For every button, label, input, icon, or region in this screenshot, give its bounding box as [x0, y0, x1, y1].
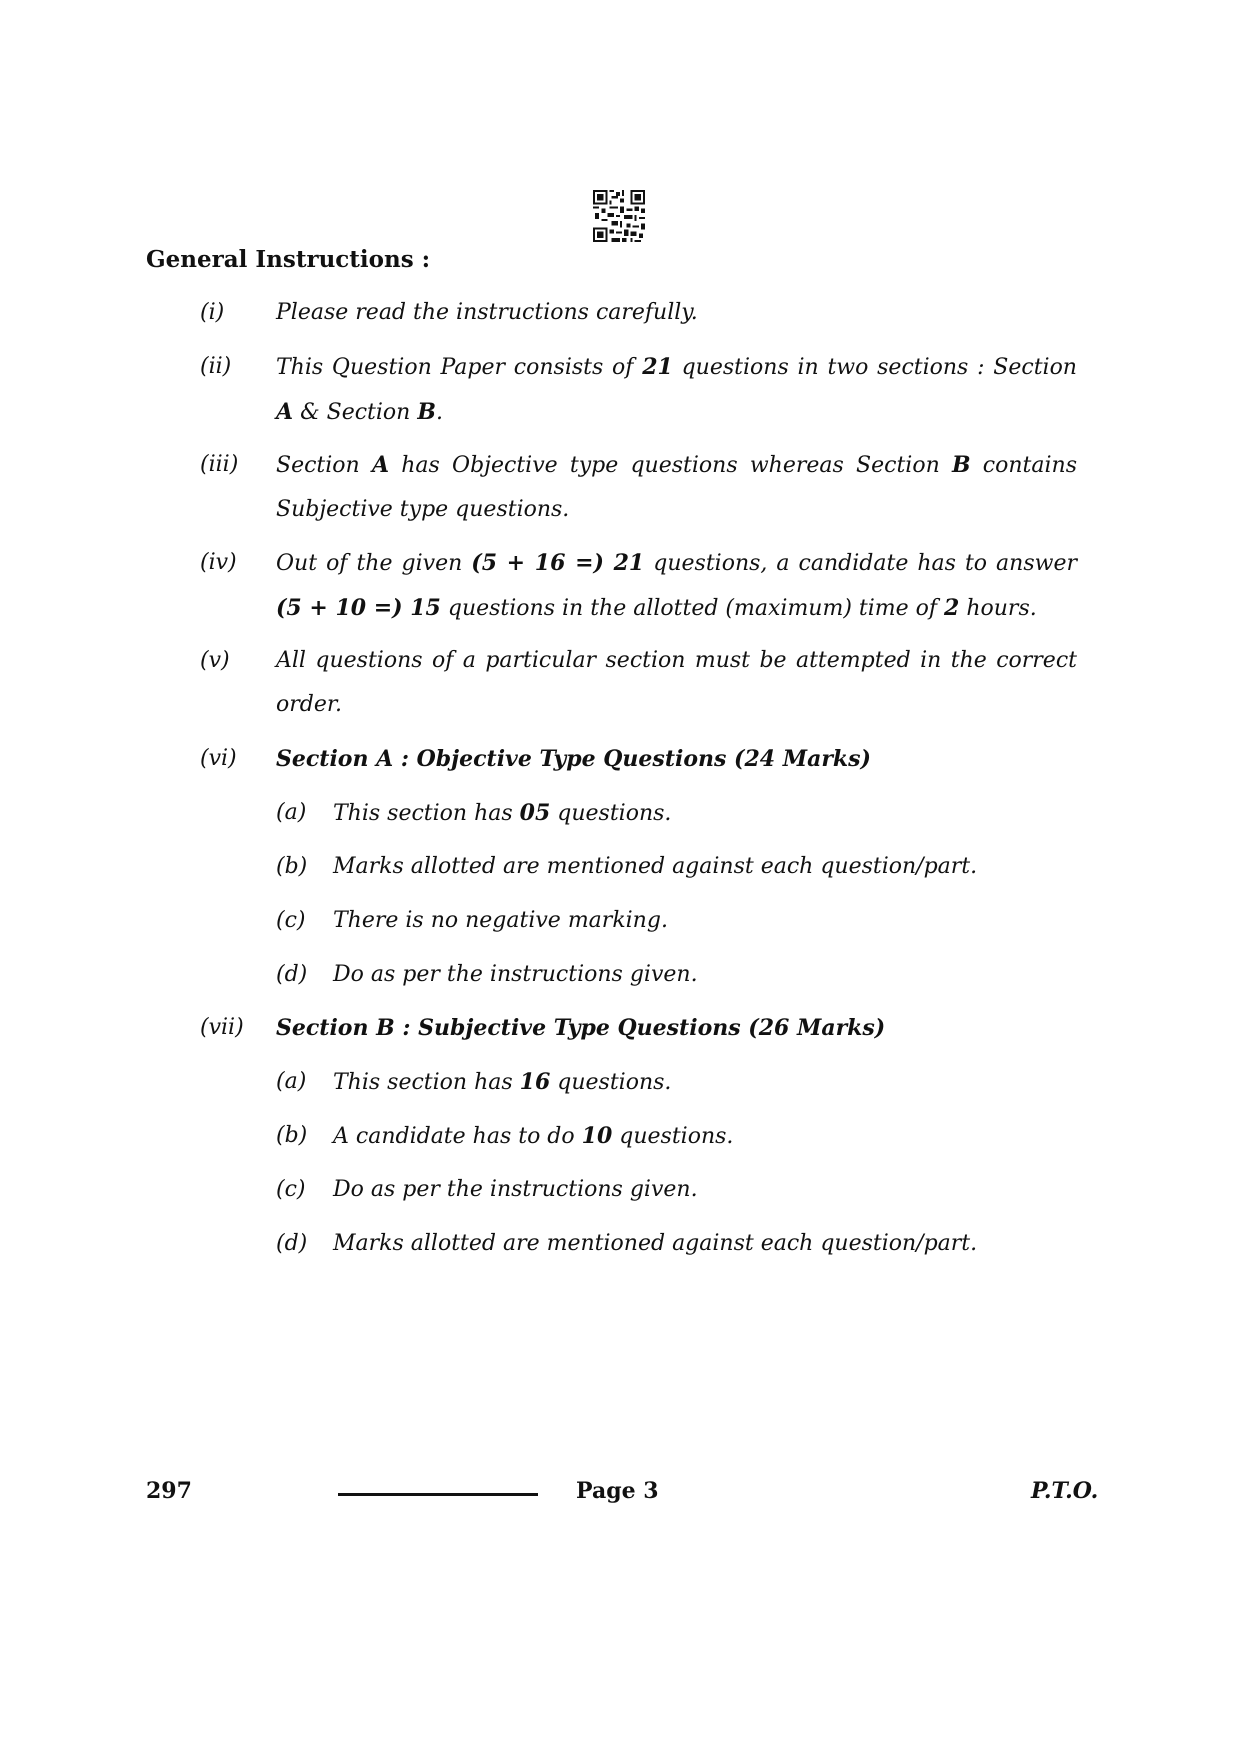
item-number: (iii) [200, 452, 239, 477]
sub-item-number: (d) [276, 1231, 308, 1256]
item-text: Section A has Objective type questions whereas Section B contains Subjective type questions. [276, 452, 1077, 522]
item-text: Out of the given (5 + 16 =) 21 questions, a candidate has to answer (5 + 10 =) 15 questions in the allotted (maximum) time of 2 hours. [276, 550, 1077, 621]
item-number: (ii) [200, 354, 232, 379]
sub-item-text: There is no negative marking. [333, 908, 668, 933]
sub-item-text: This section has 16 questions. [333, 1069, 672, 1095]
sub-item-text: Do as per the instructions given. [333, 962, 698, 987]
item-number: (vii) [200, 1015, 244, 1040]
page-number: Page 3 [576, 1478, 659, 1504]
sub-item-number: (c) [276, 908, 306, 933]
section-b-title: Section B : Subjective Type Questions (26 Marks) [276, 1015, 886, 1041]
sub-item-text: Marks allotted are mentioned against each question/part. [333, 854, 978, 879]
sub-item-text: A candidate has to do 10 questions. [333, 1123, 734, 1149]
sub-item-text: Do as per the instructions given. [333, 1177, 698, 1202]
sub-item-number: (d) [276, 962, 308, 987]
sub-item-number: (a) [276, 800, 307, 825]
please-turn-over: P.T.O. [1031, 1478, 1099, 1504]
sub-item-number: (c) [276, 1177, 306, 1202]
item-number: (v) [200, 648, 230, 673]
item-text: This Question Paper consists of 21 questions in two sections : Section A & Section B. [276, 354, 1077, 425]
item-number: (i) [200, 300, 225, 325]
item-number: (vi) [200, 746, 237, 771]
paper-code: 297 [146, 1478, 192, 1504]
sub-item-text: Marks allotted are mentioned against each question/part. [333, 1231, 978, 1256]
section-a-title: Section A : Objective Type Questions (24 Marks) [276, 746, 871, 772]
item-number: (iv) [200, 550, 237, 575]
sub-item-number: (b) [276, 854, 308, 879]
sub-item-text: This section has 05 questions. [333, 800, 672, 826]
page-heading: General Instructions : [146, 246, 431, 273]
sub-item-number: (a) [276, 1069, 307, 1094]
qr-code-icon [593, 190, 645, 242]
item-text: All questions of a particular section must be attempted in the correct order. [276, 648, 1077, 717]
item-text: Please read the instructions carefully. [276, 300, 698, 325]
sub-item-number: (b) [276, 1123, 308, 1148]
footer-divider [338, 1493, 538, 1496]
